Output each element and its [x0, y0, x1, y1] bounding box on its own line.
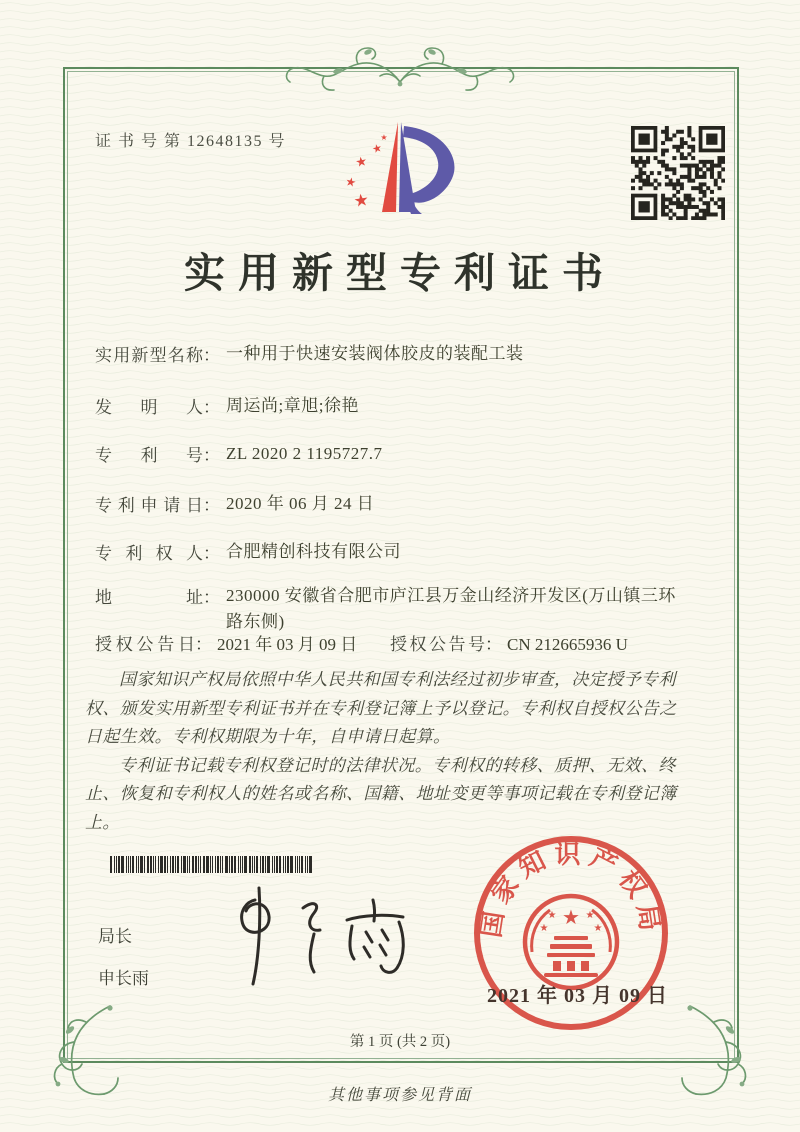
field-row-address	[95, 583, 678, 635]
signer-name: 申长雨	[98, 969, 149, 988]
legal-text	[85, 666, 691, 837]
svg-text:★: ★	[585, 910, 595, 921]
field-row-grant-number	[390, 630, 628, 655]
back-note: 其他事项参见背面	[327, 1087, 472, 1104]
seal-text: 国家知识产权局	[476, 840, 666, 940]
field-value: 合肥精创科技有限公司	[226, 542, 401, 561]
svg-text:★: ★	[547, 910, 557, 921]
certificate-title: 实用新型专利证书	[184, 250, 616, 296]
field-label: 授权公告日	[95, 635, 195, 654]
svg-text:★: ★	[354, 154, 369, 171]
field-colon: ：	[203, 496, 220, 515]
commissioner-signature	[215, 880, 425, 992]
field-label: 专利权人	[95, 544, 203, 563]
field-colon: ：	[203, 588, 220, 607]
qr-code	[631, 126, 725, 220]
field-value: ZL 2020 2 1195727.7	[226, 444, 383, 463]
field-value: 周运尚;章旭;徐艳	[226, 396, 359, 415]
field-value: 230000 安徽省合肥市庐江县万金山经济开发区(万山镇三环路东侧)	[226, 586, 676, 631]
signer-block	[98, 922, 149, 989]
svg-text:★: ★	[539, 923, 549, 934]
field-value: 一种用于快速安装阀体胶皮的装配工装	[226, 344, 524, 363]
field-label: 专利号	[95, 446, 203, 465]
field-row-name	[95, 341, 678, 367]
field-row-grant-date	[95, 630, 357, 655]
svg-text:★: ★	[380, 133, 388, 142]
svg-text:★: ★	[593, 923, 603, 934]
field-row-inventor	[95, 393, 678, 419]
legal-paragraph-1: 国家知识产权局依照中华人民共和国专利法经过初步审查，决定授予专利权、颁发实用新型专利证书并在专利登记簿上予以登记。专利权自授权公告之日起生效。专利权期限为十年，自申请日起算。	[85, 670, 677, 746]
page-number: 第 1 页 (共 2 页)	[349, 1034, 451, 1050]
svg-text:★: ★	[370, 141, 384, 157]
field-label: 发明人	[95, 398, 203, 417]
field-colon: ：	[203, 544, 220, 563]
field-value: CN 212665936 U	[507, 635, 628, 654]
field-label: 实用新型名称	[95, 346, 203, 365]
certificate-number: 证 书 号 第 12648135 号	[95, 133, 287, 150]
field-label: 专利申请日	[95, 496, 203, 515]
signer-title: 局长	[98, 927, 132, 946]
field-colon: ：	[485, 635, 502, 654]
legal-paragraph-2: 专利证书记载专利权登记时的法律状况。专利权的转移、质押、无效、终止、恢复和专利权人的姓名或名称、国籍、地址变更等事项记载在专利登记簿上。	[85, 755, 677, 832]
svg-text:★: ★	[562, 905, 580, 929]
field-colon: ：	[203, 398, 220, 417]
field-value: 2020 年 06 月 24 日	[226, 494, 375, 513]
top-ornament-icon	[278, 38, 522, 96]
field-colon: ：	[203, 446, 220, 465]
cnipa-logo-icon	[338, 112, 486, 236]
svg-text:★: ★	[352, 190, 371, 213]
field-value: 2021 年 03 月 09 日	[217, 635, 358, 654]
national-emblem-icon	[525, 896, 617, 988]
field-row-filing-date	[95, 491, 678, 517]
field-label: 地址	[95, 588, 203, 607]
seal-date: 2021 年 03 月 09 日	[487, 985, 668, 1007]
field-row-patent-number	[95, 441, 678, 467]
field-colon: ：	[195, 635, 212, 654]
field-label: 授权公告号	[390, 635, 485, 654]
svg-text:★: ★	[344, 174, 358, 191]
field-row-patentee	[95, 539, 678, 565]
field-colon: ：	[203, 346, 220, 365]
barcode	[110, 856, 315, 873]
